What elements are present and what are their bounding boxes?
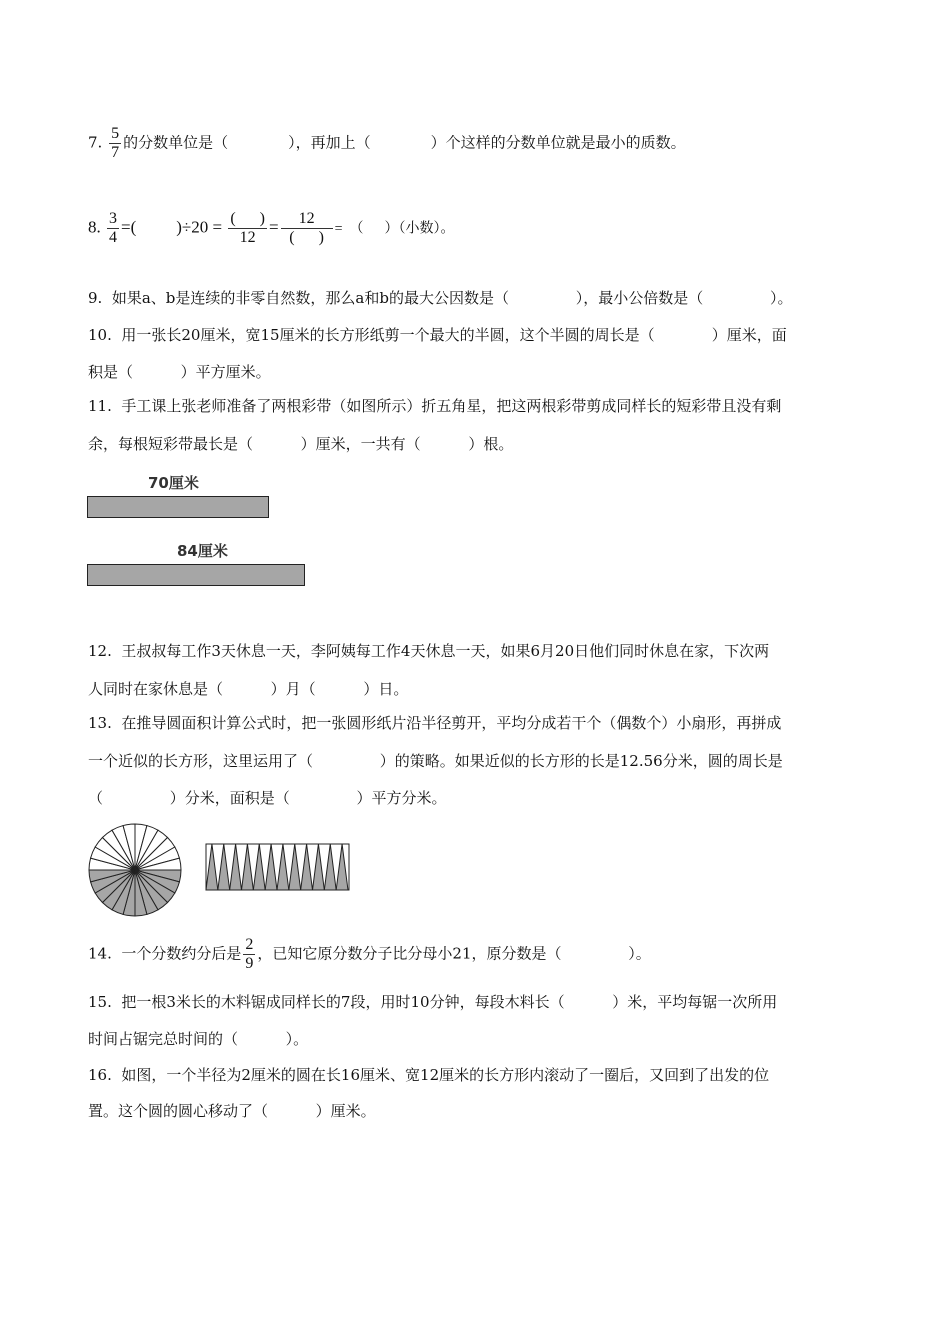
rectangle-sector: [289, 844, 301, 890]
text: )÷20 =: [176, 217, 223, 237]
fraction: [281, 210, 333, 247]
fraction: [107, 210, 119, 247]
numerator: 5: [111, 125, 120, 142]
rectangle-sector: [301, 844, 313, 890]
question-11-line1: 11. 手工课上张老师准备了两根彩带（如图所示）折五角星，把这两根彩带剪成同样长的短彩带且没有剩: [88, 397, 782, 415]
rectangle-sector: [253, 844, 265, 890]
question-11-line2: 余，每根短彩带最长是（ ）厘米，一共有（ ）根。: [88, 435, 514, 453]
question-16-line2: 置。这个圆的圆心移动了（ ）厘米。: [88, 1102, 376, 1120]
fraction: [228, 210, 267, 247]
rectangle-sector: [313, 844, 325, 890]
text: = （ ）（小数）。: [334, 221, 455, 237]
text: 14. 一个分数约分后是: [88, 944, 242, 963]
question-12-line2: 人同时在家休息是（ ）月（ ）日。: [88, 680, 409, 698]
rectangle-sector: [265, 844, 277, 890]
question-15-line2: 时间占锯完总时间的（ ）。: [88, 1030, 309, 1048]
ribbon-label-84: 84厘米: [177, 542, 228, 560]
ribbon-70: [87, 496, 269, 518]
text: ），再加上（: [288, 133, 371, 152]
rectangle-sector: [336, 844, 348, 890]
denominator: 4: [109, 229, 117, 246]
question-16-line1: 16. 如图，一个半径为2厘米的圆在长16厘米、宽12厘米的长方形内滚动了一圈后，又回到了出发的位: [88, 1066, 770, 1084]
question-10-line2: 积是（ ）平方厘米。: [88, 363, 271, 381]
question-7: [88, 125, 686, 162]
question-12-line1: 12. 王叔叔每工作3天休息一天，李阿姨每工作4天休息一天，如果6月20日他们同时休息在家，下次两: [88, 642, 770, 660]
text: 的分数单位是（: [123, 133, 229, 152]
rectangle-sector: [218, 844, 230, 890]
question-9: 9. 如果a、b是连续的非零自然数，那么a和b的最大公因数是（ ），最小公倍数是（ ）。: [88, 289, 793, 307]
fraction-5-7: [109, 125, 121, 162]
text: =: [269, 217, 279, 237]
rectangle-sector: [277, 844, 289, 890]
numerator: 2: [245, 936, 254, 953]
question-14: [88, 936, 651, 973]
text: ）个这样的分数单位就是最小的质数。: [430, 133, 686, 152]
q-number: 8.: [88, 217, 101, 237]
ribbon-label-70: 70厘米: [148, 474, 199, 492]
denominator: 7: [111, 144, 120, 161]
numerator: 3: [109, 210, 117, 227]
rectangle-sector: [324, 844, 336, 890]
approx-rectangle-figure: [205, 843, 351, 893]
numerator: ( ): [230, 210, 265, 227]
question-13-line1: 13. 在推导圆面积计算公式时，把一张圆形纸片沿半径剪开，平均分成若干个（偶数个）小扇形，再拼成: [88, 714, 782, 732]
rectangle-sector: [206, 844, 218, 890]
denominator: ( ): [289, 229, 324, 246]
fraction-2-9: [243, 936, 255, 973]
question-13-line3: （ ）分米，面积是（ ）平方分米。: [88, 789, 447, 807]
question-13-line2: 一个近似的长方形，这里运用了（ ）的策略。如果近似的长方形的长是12.56分米，圆的周长是: [88, 752, 783, 770]
q-number: 7.: [88, 133, 103, 152]
question-10-line1: 10. 用一张长20厘米，宽15厘米的长方形纸剪一个最大的半圆，这个半圆的周长是（ ）厘米，面: [88, 326, 787, 344]
denominator: 12: [239, 229, 256, 246]
ribbon-84: [87, 564, 305, 586]
sectored-circle-figure: [86, 821, 184, 919]
rectangle-sector: [242, 844, 254, 890]
question-8: [88, 210, 455, 247]
question-15-line1: 15. 把一根3米长的木料锯成同样长的7段，用时10分钟，每段木料长（ ）米，平均每锯一次所用: [88, 993, 778, 1011]
text: =(: [121, 217, 137, 237]
numerator: 12: [281, 210, 333, 229]
denominator: 9: [245, 955, 254, 972]
rectangle-sector: [230, 844, 242, 890]
text: ，已知它原分数分子比分母小21，原分数是（ ）。: [257, 944, 651, 963]
